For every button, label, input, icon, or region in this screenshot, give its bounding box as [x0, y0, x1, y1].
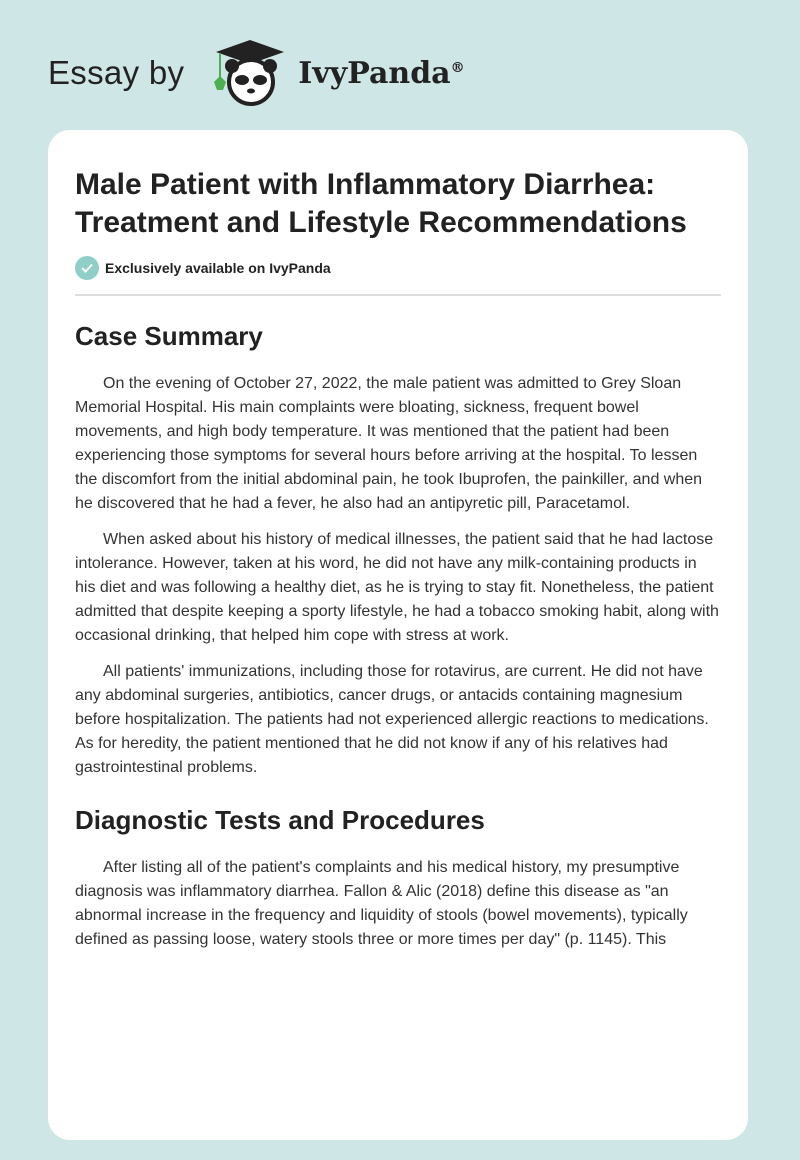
paragraph: On the evening of October 27, 2022, the male patient was admitted to Grey Sloan Memorial Hospital. His main complaints were bloating, sickness, frequent bowel movements, and high body temperature. It was mentioned that the patient had been experiencing those symptoms for several hours before arriving at the hospital. To lessen the discomfort from the initial abdominal pain, he took Ibuprofen, the painkiller, and when he discovered that he had a fever, he also had an antipyretic pill, Paracetamol. [75, 375, 703, 512]
essay-title: Male Patient with Inflammatory Diarrhea: Treatment and Lifestyle Recommendations [75, 168, 687, 239]
brand-name[interactable] [298, 56, 464, 91]
check-icon [75, 256, 99, 280]
section-heading: Case Summary [75, 321, 263, 351]
panda-logo-icon[interactable] [202, 38, 290, 108]
paragraph: When asked about his history of medical illnesses, the patient said that he had lactose intolerance. However, taken at his word, he did not have any milk-containing products in his diet and was following a healthy diet, as he is trying to stay fit. Nonetheless, the patient admitted that despite keeping a sporty lifestyle, he had a tobacco smoking habit, along with occasional drinking, that helped him cope with stress at work. [75, 531, 719, 644]
section-heading: Diagnostic Tests and Procedures [75, 805, 485, 835]
registered-mark: ® [450, 59, 465, 76]
paragraph: All patients' immunizations, including those for rotavirus, are current. He did not have any abdominal surgeries, antibiotics, cancer drugs, or antacids containing magnesium before hospitalization. The patients had not experienced allergic reactions to medications. As for heredity, the patient mentioned that he did not know if any of his relatives had gastrointestinal problems. [75, 663, 709, 776]
essay-card [48, 130, 748, 1140]
essay-by-label: Essay by [48, 54, 185, 91]
brand-text: IvyPanda [298, 55, 451, 91]
badge-text: Exclusively available on IvyPanda [105, 260, 331, 276]
exclusive-badge [75, 256, 721, 296]
paragraph: After listing all of the patient's complaints and his medical history, my presumptive diagnosis was inflammatory diarrhea. Fallon & Alic (2018) define this disease as "an abnormal increase in the frequency and liquidity of stools (bowel movements), typically defined as passing loose, watery stools three or more times per day" (p. 1145). This [75, 859, 688, 948]
site-header [48, 38, 465, 108]
